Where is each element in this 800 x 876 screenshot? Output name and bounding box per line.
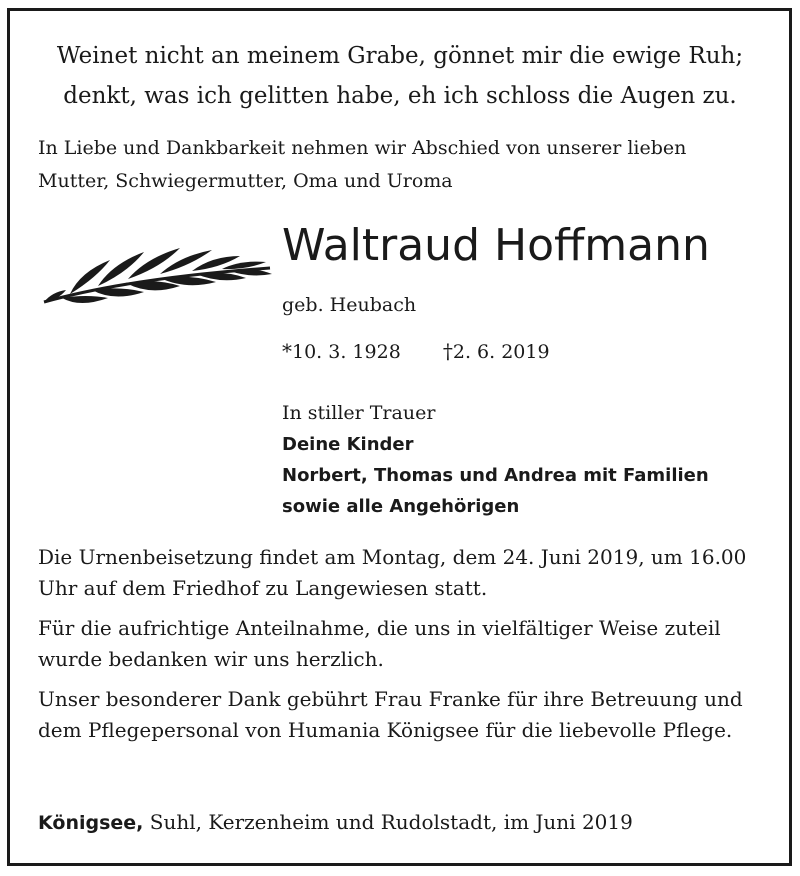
life-dates (282, 336, 550, 367)
death-date: 2. 6. 2019 (452, 341, 550, 363)
birth-date: 10. 3. 1928 (292, 341, 401, 363)
mourners-lead: In stiller Trauer (282, 402, 436, 424)
signature-line (38, 807, 633, 839)
special-thanks-paragraph: Unser besonderer Dank gebührt Frau Franke für ihre Betreuung und dem Pflegepersonal von Humania Königsee für die liebevolle Pflege. (38, 687, 743, 742)
signature-place: Königsee, (38, 812, 144, 834)
poem-line: Weinet nicht an meinem Grabe, gönnet mir die ewige Ruh; (56, 43, 744, 69)
thanks-paragraph: Für die aufrichtige Anteilnahme, die uns in vielfältiger Weise zuteil wurde bedanken wir uns herzlich. (38, 616, 721, 671)
deceased-name: Waltraud Hoffmann (282, 220, 710, 271)
intro-line: Mutter, Schwiegermutter, Oma und Uroma (38, 170, 453, 192)
urn-burial-paragraph: Die Urnenbeisetzung findet am Montag, dem 24. Juni 2019, um 16.00 Uhr auf dem Friedhof zu Langewiesen statt. (38, 545, 747, 600)
notice-body (38, 542, 778, 755)
mourners-line: Deine Kinder (282, 434, 414, 455)
mourners-line: Norbert, Thomas und Andrea mit Familien (282, 465, 709, 486)
intro-line: In Liebe und Dankbarkeit nehmen wir Abschied von unserer lieben (38, 137, 687, 159)
mourners-block (282, 398, 709, 522)
maiden-name: geb. Heubach (282, 294, 417, 316)
birth-symbol: * (282, 339, 292, 363)
poem (0, 36, 800, 116)
death-symbol: † (442, 339, 453, 363)
poem-line: denkt, was ich gelitten habe, eh ich schloss die Augen zu. (63, 83, 737, 109)
mourners-line: sowie alle Angehörigen (282, 496, 520, 517)
leaf-branch-icon (40, 238, 276, 314)
intro-text (38, 132, 686, 198)
signature-rest: Suhl, Kerzenheim und Rudolstadt, im Juni 2019 (143, 810, 633, 834)
